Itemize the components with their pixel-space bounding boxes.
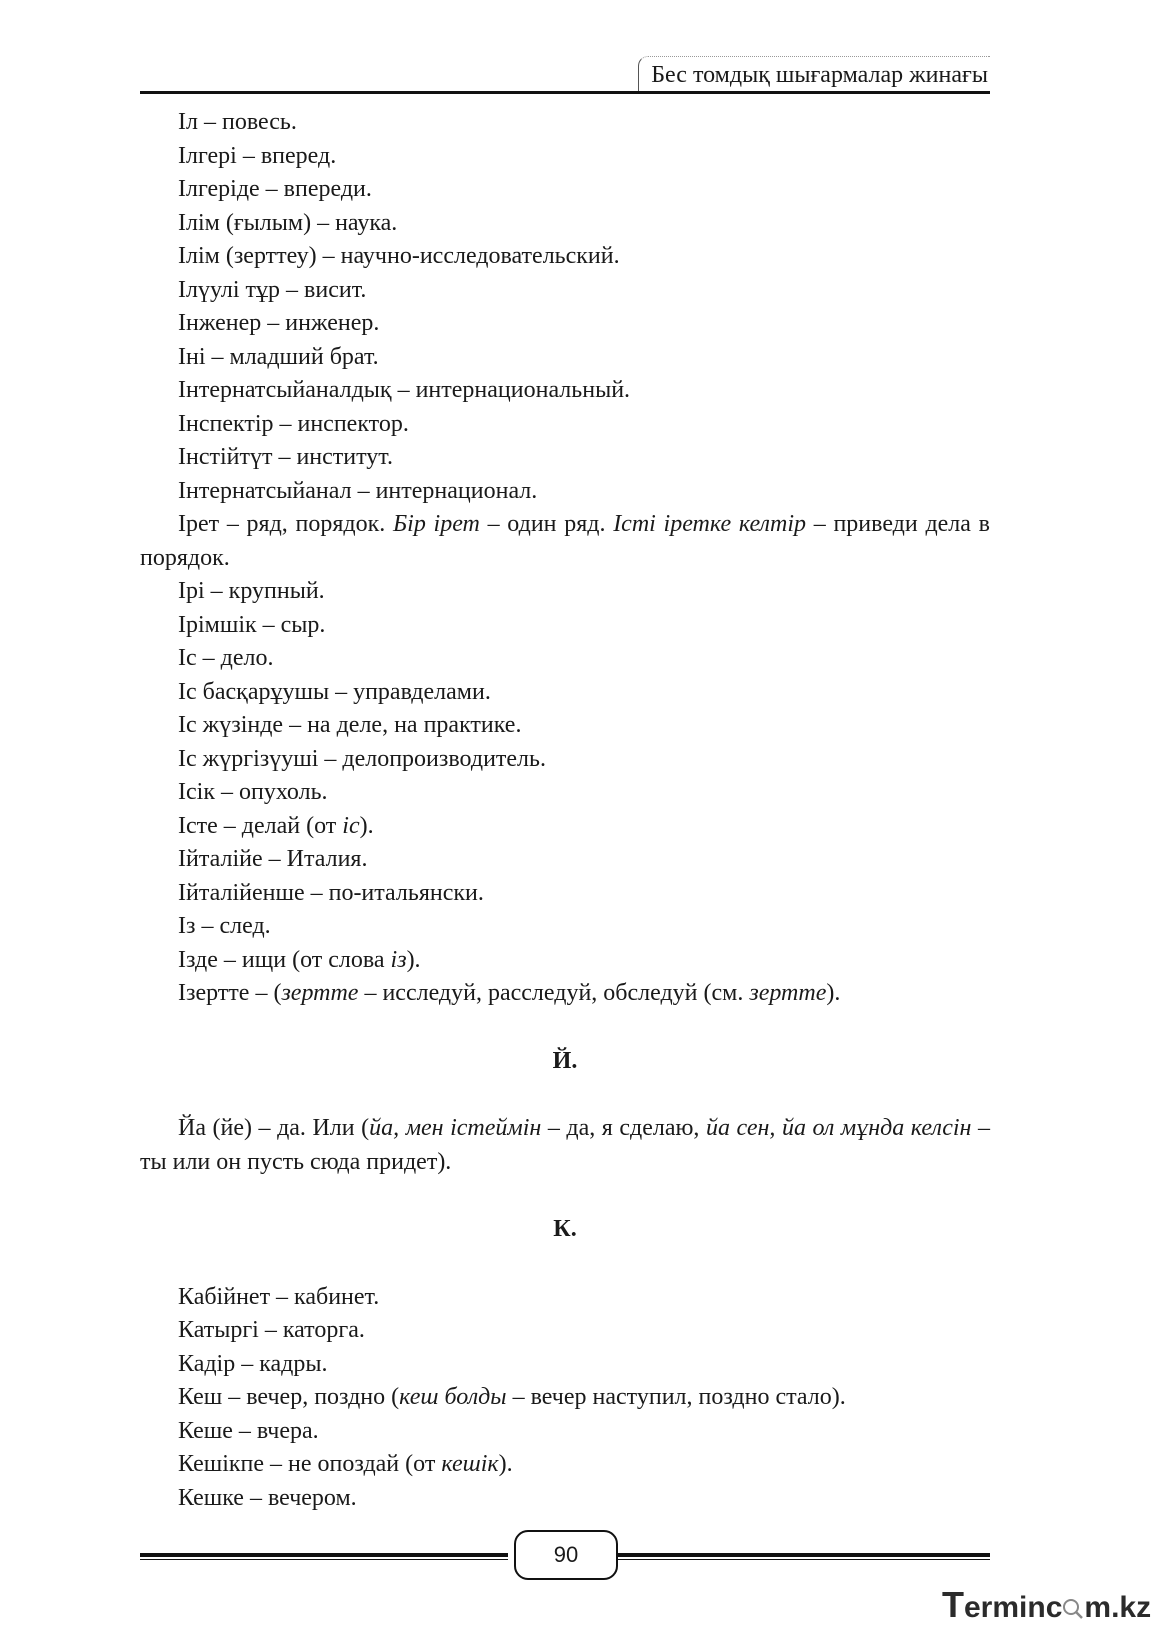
entry-text: Ілім (ғылым) – наука. [178,209,398,236]
entry-text: Інспектір – инспектор. [178,410,409,437]
dictionary-entry [140,408,990,442]
section-heading-k: К. [553,1216,577,1242]
entry-italic-text: йа, мен істеймін [369,1115,542,1141]
dictionary-entry [140,173,990,207]
dictionary-entry [140,508,990,575]
dictionary-entry [140,944,990,978]
entry-text: Із – след. [178,913,271,939]
entry-text: Ійталійенше – по-итальянски. [178,879,484,906]
dictionary-entry [140,1314,990,1348]
entry-text: Йа (йе) – да. Или ( [178,1115,370,1141]
entry-text: Ійталійе – Италия. [178,846,368,872]
entry-italic-text: Істі іретке келтір [613,511,807,537]
dictionary-entry [140,140,990,174]
entry-text: Кабійнет – кабинет. [178,1283,380,1310]
dictionary-entry [140,743,990,777]
page-footer [140,1530,990,1580]
footer-rule-left [140,1553,508,1560]
entry-text: – один ряд. [479,511,614,537]
section-gap [140,1247,990,1281]
entry-text: – да, я сделаю, [541,1115,706,1141]
entry-text: Катыргі – каторга. [178,1317,365,1343]
entries-y-section [140,1112,990,1179]
section-heading-y: Й. [552,1047,578,1074]
dictionary-entry [140,1482,990,1516]
entry-italic-text: кешік [441,1451,499,1477]
entry-text: Ілім (зерттеу) – научно-исследовательский. [178,243,620,269]
entry-text: Кеш – вечер, поздно ( [178,1384,400,1410]
entry-text: Ірі – крупный. [178,578,325,604]
dictionary-entry [140,274,990,308]
magnifier-icon [1062,1596,1084,1620]
dictionary-entry [140,1348,990,1382]
entries-k-section [140,1281,990,1516]
entry-italic-text: кеш болды [399,1384,507,1410]
dictionary-entry [140,240,990,274]
entry-text: ). [826,980,841,1006]
watermark-tail: m.kz [1084,1591,1152,1624]
entry-text: ). [406,946,421,973]
running-header [140,56,990,94]
entries-i-section [140,106,990,1011]
dictionary-entry [140,642,990,676]
entry-text: Ілгеріде – впереди. [178,176,372,202]
entry-text: Ірет – ряд, порядок. [178,511,393,537]
entry-italic-text: іс [342,812,360,839]
dictionary-entry [140,676,990,710]
entry-text: Інженер – инженер. [178,310,380,336]
entry-text: Кешке – вечером. [178,1484,357,1511]
entry-text: Іні – младший брат. [178,343,379,370]
dictionary-entry [140,810,990,844]
entry-text: Іс жүзінде – на деле, на практике. [178,712,522,738]
entry-text: Іл – повесь. [178,109,297,135]
dictionary-entry [140,877,990,911]
header-rule [140,91,990,94]
section-gap [140,1179,990,1213]
dictionary-entry [140,709,990,743]
dictionary-entry [140,1381,990,1415]
entry-italic-text: йа сен, йа ол мұнда келсін [705,1115,972,1141]
dictionary-entry [140,106,990,140]
entry-text: Іс басқарұушы – управделами. [178,678,491,705]
dictionary-entry [140,609,990,643]
entry-text: ). [359,812,374,839]
entry-italic-text: Бір ірет [393,511,480,537]
dictionary-entry [140,307,990,341]
entry-text: Ізде – ищи (от слова [178,946,391,973]
entry-text: Інтернатсыйаналдық – интернациональный. [178,377,631,403]
dictionary-entry [140,341,990,375]
dictionary-entry [140,1448,990,1482]
section-gap [140,1011,990,1045]
entry-text: Істе – делай (от [178,812,343,839]
dictionary-entry [140,977,990,1011]
entry-text: Кешікпе – не опоздай (от [178,1451,442,1477]
entry-text: – приведи дела в порядок. [140,511,990,571]
dictionary-entry [140,1281,990,1315]
dictionary-entry [140,1112,990,1179]
entry-text: Іс – дело. [178,645,274,671]
dictionary-entry [140,910,990,944]
dictionary-entry [140,207,990,241]
entry-text: Ісік – опухоль. [178,779,328,805]
section-gap [140,1078,990,1112]
entry-text: Ірімшік – сыр. [178,611,326,638]
dictionary-entry [140,776,990,810]
entry-text: – ты или он пусть сюда придет). [140,1115,991,1175]
entry-italic-text: зертте [281,980,359,1006]
page-number: 90 [514,1530,618,1580]
entry-text: Кеше – вчера. [178,1417,319,1444]
entry-text: – вечер наступил, поздно стало). [506,1384,846,1410]
entry-text: Інтернатсыйанал – интернационал. [178,477,538,504]
dictionary-entry [140,441,990,475]
dictionary-entry [140,843,990,877]
entry-text: Ілүулі тұр – висит. [178,276,367,303]
dictionary-entry [140,1415,990,1449]
entry-text: Ілгері – вперед. [178,142,337,169]
running-header-title: Бес томдық шығармалар жинағы [638,56,990,91]
dictionary-entry [140,374,990,408]
entry-text: Інстійтүт – институт. [178,444,393,470]
page-body [140,106,990,1515]
entry-text: Кадір – кадры. [178,1350,328,1377]
entry-italic-text: зертте [749,980,827,1006]
dictionary-entry [140,475,990,509]
watermark-logo [942,1584,1151,1626]
entry-text: ). [498,1451,513,1477]
entry-italic-text: із [390,946,407,973]
footer-rule-right [616,1553,990,1560]
entry-text: Іс жүргізүуші – делопроизводитель. [178,745,546,772]
entry-text: – исследуй, расследуй, обследуй (см. [358,980,750,1006]
entry-text: Ізертте – ( [178,980,282,1006]
dictionary-entry [140,575,990,609]
watermark-first-letter: T [942,1584,964,1625]
watermark-text: erminc [964,1591,1063,1624]
